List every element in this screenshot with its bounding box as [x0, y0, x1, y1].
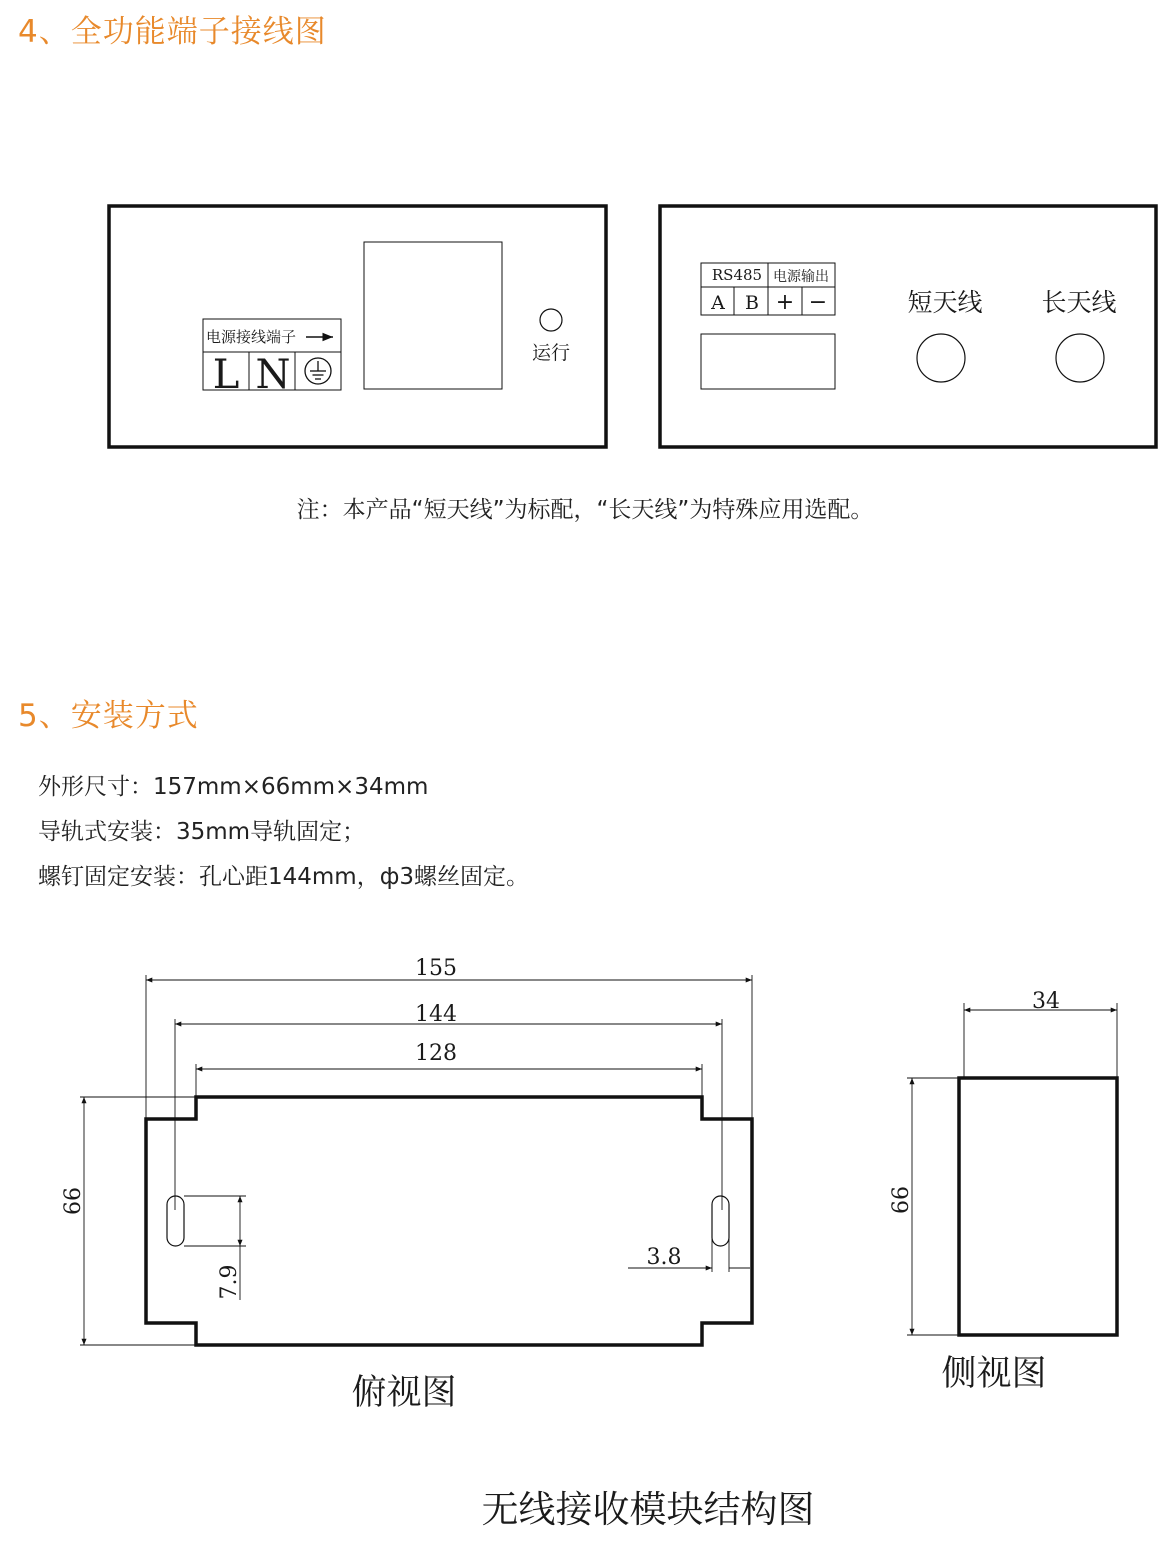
rs485-label: RS485 [711, 266, 763, 284]
spec-list [38, 770, 529, 905]
dim-depth: 34 [1032, 989, 1060, 1014]
dim-side-height: 66 [889, 1186, 914, 1214]
side-view-drawing [889, 989, 1117, 1335]
dim-inner-width: 128 [415, 1041, 457, 1066]
terminal-n: N [255, 352, 291, 398]
terminal-b: B [745, 292, 759, 314]
section4-title: 4、全功能端子接线图 [18, 14, 327, 50]
long-antenna-port [1056, 334, 1104, 382]
terminal-minus: − [808, 290, 828, 315]
mounting-slot-right [712, 1196, 729, 1246]
section4-note: 注：本产品“短天线”为标配，“长天线”为特殊应用选配。 [296, 497, 874, 523]
mounting-slot-left [167, 1196, 184, 1246]
power-output-label: 电源输出 [773, 269, 829, 285]
power-terminal-block [203, 319, 341, 398]
top-view-label: 俯视图 [351, 1373, 457, 1413]
long-antenna-label: 长天线 [1041, 288, 1117, 317]
section5-title: 5、安装方式 [18, 698, 199, 734]
dim-slot-length: 7.9 [217, 1264, 242, 1300]
terminal-l: L [212, 352, 240, 398]
dim-hole-pitch: 144 [415, 1002, 457, 1027]
short-antenna-label: 短天线 [907, 288, 983, 317]
side-view-label: 侧视图 [941, 1354, 1047, 1394]
ground-icon [305, 358, 331, 384]
comm-terminal-block [701, 263, 835, 315]
terminal-plus: + [775, 290, 795, 315]
run-indicator-label: 运行 [531, 342, 571, 364]
short-antenna-port [917, 334, 965, 382]
top-view-outline [146, 1097, 752, 1345]
display-window [364, 242, 502, 389]
right-panel [660, 206, 1156, 447]
dim-overall-width: 155 [415, 956, 457, 981]
dim-slot-width: 3.8 [646, 1245, 682, 1270]
top-view-drawing [61, 956, 752, 1345]
spec-dimensions: 外形尺寸：157mm×66mm×34mm [38, 774, 429, 800]
side-view-outline [959, 1078, 1117, 1335]
left-panel [109, 206, 606, 447]
spec-rail-mount: 导轨式安装：35mm导轨固定； [38, 819, 366, 845]
run-indicator-led [540, 309, 562, 331]
power-terminal-label: 电源接线端子 [206, 328, 297, 346]
terminal-a: A [711, 292, 725, 314]
right-display-window [701, 334, 835, 389]
diagram-caption: 无线接收模块结构图 [481, 1488, 815, 1531]
dim-height: 66 [61, 1187, 86, 1215]
spec-screw-mount: 螺钉固定安装：孔心距144mm，ф3螺丝固定。 [38, 864, 530, 890]
